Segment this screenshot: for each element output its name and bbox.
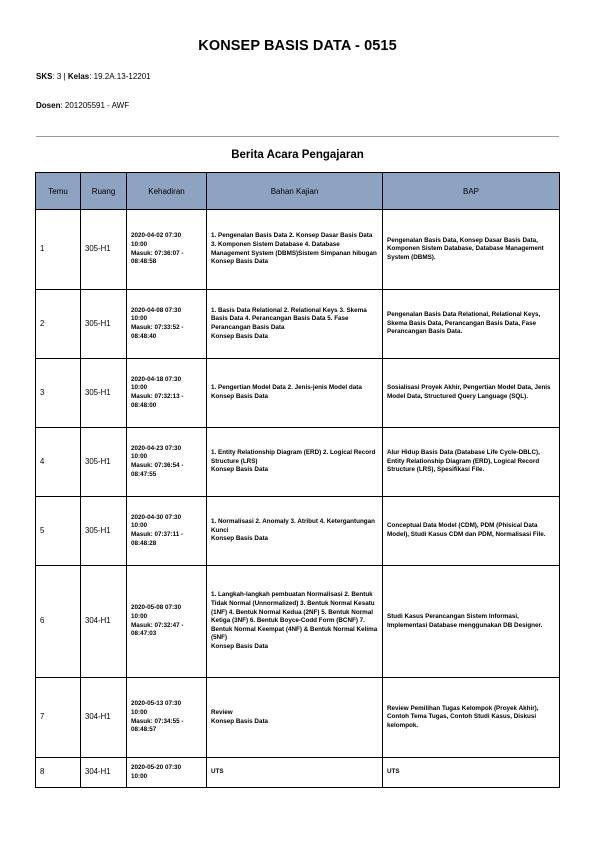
bahan-kajian-line: Konsep Basis Data xyxy=(211,535,269,543)
kehadiran-line: 2020-05-20 07:30 xyxy=(131,763,182,771)
bahan-kajian-line: Konsep Basis Data xyxy=(211,717,269,725)
bahan-kajian-line: Konsep Basis Data xyxy=(211,466,269,474)
kehadiran-cell xyxy=(127,678,207,758)
kehadiran-line: 2020-05-08 07:30 xyxy=(131,604,182,612)
kehadiran-line: 08:47:03 xyxy=(131,630,157,638)
ruang-cell: 305-H1 xyxy=(81,428,127,497)
dosen-label: Dosen xyxy=(36,101,61,110)
kehadiran-line: 08:48:40 xyxy=(131,332,157,340)
kehadiran-line: 10:00 xyxy=(131,708,148,716)
bahan-kajian-line: Konsep Basis Data xyxy=(211,642,269,650)
kelas-value: : 19.2A.13-12201 xyxy=(89,72,151,81)
teaching-report-table xyxy=(35,172,560,788)
bap-cell: Sosialisasi Proyek Akhir, Pengertian Model Data, Jenis Model Data, Structured Query Language (SQL). xyxy=(383,359,560,428)
kehadiran-line: 10:00 xyxy=(131,240,148,248)
lecturer-info xyxy=(36,101,129,110)
bahan-kajian-line: 1. Pengertian Model Data 2. Jenis-jenis Model data xyxy=(211,384,362,392)
ruang-cell: 304-H1 xyxy=(81,566,127,678)
bahan-kajian-line: Konsep Basis Data xyxy=(211,332,269,340)
kehadiran-line: 08:48:00 xyxy=(131,401,157,409)
temu-cell: 4 xyxy=(36,428,81,497)
kehadiran-line: 10:00 xyxy=(131,453,148,461)
temu-cell: 2 xyxy=(36,290,81,359)
ruang-cell: 304-H1 xyxy=(81,678,127,758)
bahan-kajian-line: 1. Entity Relationship Diagram (ERD) 2. Logical Record Structure (LRS) xyxy=(211,449,376,465)
table-header-row xyxy=(36,173,560,210)
bahan-kajian-cell xyxy=(207,428,383,497)
kehadiran-line: 08:48:58 xyxy=(131,258,157,266)
bahan-kajian-line: 1. Basis Data Relational 2. Relational Keys 3. Skema Basis Data 4. Perancangan Basis Data 5. Fase Perancangan Basis Data xyxy=(211,306,367,331)
bahan-kajian-cell xyxy=(207,290,383,359)
bahan-kajian-line: Konsep Basis Data xyxy=(211,393,269,400)
kehadiran-line: 2020-04-30 07:30 xyxy=(131,513,182,521)
bahan-kajian-cell xyxy=(207,497,383,566)
bahan-kajian-line: UTS xyxy=(211,768,224,776)
kehadiran-line: 2020-04-08 07:30 xyxy=(131,306,182,314)
kehadiran-line: 10:00 xyxy=(131,384,148,392)
temu-cell: 6 xyxy=(36,566,81,678)
bap-cell: Conceptual Data Model (CDM), PDM (Phisical Data Model), Studi Kasus CDM dan PDM, Normalisasi File. xyxy=(383,497,560,566)
bap-cell: Review Pemilihan Tugas Kelompok (Proyek Akhir), Contoh Tema Tugas, Contoh Studi Kasus, Diskusi kelompok. xyxy=(383,678,560,758)
table-row xyxy=(36,678,560,758)
kehadiran-cell xyxy=(127,359,207,428)
kehadiran-line: 2020-05-13 07:30 xyxy=(131,700,182,708)
section-title: Berita Acara Pengajaran xyxy=(231,149,364,161)
column-header-ruang: Ruang xyxy=(81,173,127,210)
table-row xyxy=(36,566,560,678)
table-row xyxy=(36,428,560,497)
column-header-bap: BAP xyxy=(383,173,560,210)
kehadiran-line: 10:00 xyxy=(131,522,148,530)
bap-cell: UTS xyxy=(383,758,560,788)
temu-cell: 8 xyxy=(36,758,81,788)
table-row xyxy=(36,359,560,428)
ruang-cell: 305-H1 xyxy=(81,290,127,359)
ruang-cell: 305-H1 xyxy=(81,359,127,428)
divider xyxy=(36,136,559,137)
kehadiran-line: Masuk: 07:32:47 - xyxy=(131,621,184,629)
bahan-kajian-cell xyxy=(207,758,383,788)
bahan-kajian-line: 1. Langkah-langkah pembuatan Normalisasi 2. Bentuk Tidak Normal (Unnormalized) 3. Bentuk Normal Kesatu (1NF) 4. Bentuk Normal Kedua (2NF) 5. Bentuk Normal Ketiga (3NF) 6. Bentuk Boyce-Codd Form (BCNF) 7. Bentuk Normal Keempat (4NF) & Bentuk Normal Kelima (5NF) xyxy=(211,591,378,642)
column-header-bahan-kajian: Bahan Kajian xyxy=(207,173,383,210)
document-title: KONSEP BASIS DATA - 0515 xyxy=(198,38,397,54)
bap-cell: Alur Hidup Basis Data (Database Life Cycle-DBLC), Entity Relationship Diagram (ERD), Logical Record Structure (LRS), Spesifikasi File. xyxy=(383,428,560,497)
kehadiran-cell xyxy=(127,758,207,788)
table-row xyxy=(36,290,560,359)
dosen-value: : 201205591 - AWF xyxy=(60,101,130,110)
table-body xyxy=(36,210,560,788)
temu-cell: 3 xyxy=(36,359,81,428)
column-header-temu: Temu xyxy=(36,173,81,210)
kehadiran-line: 08:48:28 xyxy=(131,539,157,547)
kehadiran-line: 10:00 xyxy=(131,772,148,780)
bahan-kajian-cell xyxy=(207,566,383,678)
ruang-cell: 304-H1 xyxy=(81,758,127,788)
kehadiran-line: 2020-04-02 07:30 xyxy=(131,232,182,240)
kehadiran-line: Masuk: 07:33:52 - xyxy=(131,324,184,331)
kehadiran-cell xyxy=(127,566,207,678)
kehadiran-cell xyxy=(127,428,207,497)
kehadiran-line: Masuk: 07:32:13 - xyxy=(131,393,184,400)
ruang-cell: 305-H1 xyxy=(81,210,127,290)
bahan-kajian-line: Konsep Basis Data xyxy=(211,258,269,266)
kehadiran-cell xyxy=(127,210,207,290)
bahan-kajian-cell xyxy=(207,678,383,758)
column-header-kehadiran: Kehadiran xyxy=(127,173,207,210)
kehadiran-line: Masuk: 07:36:07 - xyxy=(131,249,184,257)
kehadiran-line: 2020-04-18 07:30 xyxy=(131,375,182,383)
kehadiran-cell xyxy=(127,290,207,359)
temu-cell: 1 xyxy=(36,210,81,290)
bahan-kajian-cell xyxy=(207,210,383,290)
bap-cell: Pengenalan Basis Data Relational, Relational Keys, Skema Basis Data, Perancangan Basis Data, Fase Perancangan Basis Data. xyxy=(383,290,560,359)
bahan-kajian-line: 1. Pengenalan Basis Data 2. Konsep Dasar Basis Data 3. Komponen Sistem Database 4. Database Management System (DBMS)Sistem Simpanan hibugan xyxy=(211,232,377,257)
kehadiran-line: 10:00 xyxy=(131,315,148,323)
course-info xyxy=(36,72,151,81)
bap-cell: Studi Kasus Perancangan Sistem Informasi, Implementasi Database menggunakan DB Designer. xyxy=(383,566,560,678)
kehadiran-line: Masuk: 07:34:55 - xyxy=(131,717,184,725)
kehadiran-line: 08:47:55 xyxy=(131,470,157,478)
sks-value: : 3 | xyxy=(52,72,68,81)
table-row xyxy=(36,497,560,566)
sks-label: SKS xyxy=(36,72,53,81)
kehadiran-line: 2020-04-23 07:30 xyxy=(131,444,182,452)
kehadiran-line: 08:48:57 xyxy=(131,726,157,734)
table-row xyxy=(36,758,560,788)
bap-cell: Pengenalan Basis Data, Konsep Dasar Basis Data, Komponen Sistem Database, Database Management System (DBMS). xyxy=(383,210,560,290)
bahan-kajian-line: Review xyxy=(211,708,233,716)
temu-cell: 5 xyxy=(36,497,81,566)
kehadiran-cell xyxy=(127,497,207,566)
temu-cell: 7 xyxy=(36,678,81,758)
table-row xyxy=(36,210,560,290)
ruang-cell: 305-H1 xyxy=(81,497,127,566)
kehadiran-line: Masuk: 07:36:54 - xyxy=(131,462,184,469)
kelas-label: Kelas xyxy=(67,72,90,81)
kehadiran-line: Masuk: 07:37:11 - xyxy=(131,531,184,538)
bahan-kajian-line: 1. Normalisasi 2. Anomaly 3. Atribut 4. Ketergantungan Kunci xyxy=(211,518,375,534)
bahan-kajian-cell xyxy=(207,359,383,428)
kehadiran-line: 10:00 xyxy=(131,612,148,620)
